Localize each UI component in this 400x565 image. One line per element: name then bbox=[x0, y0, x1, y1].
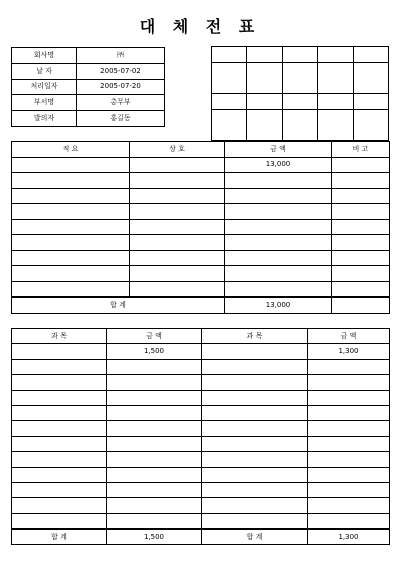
credit-amount-cell[interactable] bbox=[308, 421, 390, 436]
account-row bbox=[12, 513, 390, 529]
debit-amount-cell[interactable] bbox=[107, 390, 202, 405]
debit-account-cell[interactable] bbox=[12, 390, 107, 405]
journal-row bbox=[12, 204, 390, 220]
column-header-vendor: 상 호 bbox=[130, 142, 225, 158]
journal-total-amount: 13,000 bbox=[225, 297, 332, 313]
credit-account-cell[interactable] bbox=[202, 375, 308, 390]
amount-cell[interactable] bbox=[225, 235, 332, 251]
debit-amount-cell[interactable]: 1,500 bbox=[107, 344, 202, 359]
debit-amount-cell[interactable] bbox=[107, 498, 202, 513]
info-value[interactable]: ㈜ bbox=[77, 48, 165, 64]
remarks-cell[interactable] bbox=[332, 281, 390, 297]
info-label: 날 자 bbox=[12, 63, 77, 79]
debit-total-amount: 1,500 bbox=[107, 529, 202, 545]
credit-account-cell[interactable] bbox=[202, 421, 308, 436]
debit-account-cell[interactable] bbox=[12, 482, 107, 497]
info-value[interactable]: 홍길동 bbox=[77, 111, 165, 127]
vendor-cell[interactable] bbox=[130, 266, 225, 282]
credit-account-cell[interactable] bbox=[202, 498, 308, 513]
info-label: 처리일자 bbox=[12, 79, 77, 95]
journal-row bbox=[12, 266, 390, 282]
credit-account-cell[interactable] bbox=[202, 359, 308, 374]
vendor-cell[interactable] bbox=[130, 157, 225, 173]
vendor-cell[interactable] bbox=[130, 281, 225, 297]
approval-cell[interactable] bbox=[282, 94, 317, 110]
account-row bbox=[12, 390, 390, 405]
info-value[interactable]: 총무부 bbox=[77, 95, 165, 111]
remarks-cell[interactable] bbox=[332, 204, 390, 220]
summary-cell[interactable] bbox=[12, 219, 130, 235]
debit-account-cell[interactable] bbox=[12, 452, 107, 467]
debit-amount-cell[interactable] bbox=[107, 482, 202, 497]
info-label: 회사명 bbox=[12, 48, 77, 64]
debit-account-cell[interactable] bbox=[12, 375, 107, 390]
column-header-amount: 금 액 bbox=[225, 142, 332, 158]
approval-cell[interactable] bbox=[247, 47, 282, 63]
account-row bbox=[12, 375, 390, 390]
summary-cell[interactable] bbox=[12, 266, 130, 282]
debit-amount-cell[interactable] bbox=[107, 513, 202, 529]
remarks-cell[interactable] bbox=[332, 173, 390, 189]
credit-account-cell[interactable] bbox=[202, 436, 308, 451]
debit-amount-cell[interactable] bbox=[107, 359, 202, 374]
vendor-cell[interactable] bbox=[130, 219, 225, 235]
column-header-credit-account: 과 목 bbox=[202, 329, 308, 344]
journal-total-row bbox=[12, 297, 390, 313]
debit-account-cell[interactable] bbox=[12, 436, 107, 451]
journal-row bbox=[12, 157, 390, 173]
vendor-cell[interactable] bbox=[130, 250, 225, 266]
account-row bbox=[12, 467, 390, 482]
credit-account-cell[interactable] bbox=[202, 467, 308, 482]
approval-cell[interactable] bbox=[282, 110, 317, 141]
vendor-cell[interactable] bbox=[130, 235, 225, 251]
approval-cell[interactable] bbox=[353, 94, 388, 110]
credit-amount-cell[interactable] bbox=[308, 405, 390, 420]
column-header-summary: 적 요 bbox=[12, 142, 130, 158]
summary-cell[interactable] bbox=[12, 281, 130, 297]
journal-row bbox=[12, 235, 390, 251]
debit-amount-cell[interactable] bbox=[107, 421, 202, 436]
account-row bbox=[12, 359, 390, 374]
approval-cell[interactable] bbox=[282, 63, 317, 94]
debit-account-cell[interactable] bbox=[12, 498, 107, 513]
amount-cell[interactable] bbox=[225, 173, 332, 189]
account-row bbox=[12, 498, 390, 513]
amount-cell[interactable] bbox=[225, 266, 332, 282]
approval-cell[interactable] bbox=[353, 47, 388, 63]
column-header-credit-amount: 금 액 bbox=[308, 329, 390, 344]
credit-amount-cell[interactable] bbox=[308, 498, 390, 513]
credit-total-label: 합 계 bbox=[202, 529, 308, 545]
credit-account-cell[interactable] bbox=[202, 344, 308, 359]
info-value[interactable]: 2005-07-20 bbox=[77, 79, 165, 95]
credit-amount-cell[interactable] bbox=[308, 482, 390, 497]
journal-total-note bbox=[332, 297, 390, 313]
summary-cell[interactable] bbox=[12, 157, 130, 173]
credit-amount-cell[interactable] bbox=[308, 513, 390, 529]
info-value[interactable]: 2005-07-02 bbox=[77, 63, 165, 79]
credit-amount-cell[interactable] bbox=[308, 467, 390, 482]
approval-cell[interactable] bbox=[212, 47, 247, 63]
debit-account-cell[interactable] bbox=[12, 344, 107, 359]
amount-cell[interactable] bbox=[225, 188, 332, 204]
summary-cell[interactable] bbox=[12, 235, 130, 251]
approval-cell[interactable] bbox=[282, 47, 317, 63]
account-row bbox=[12, 344, 390, 359]
credit-amount-cell[interactable] bbox=[308, 436, 390, 451]
summary-cell[interactable] bbox=[12, 250, 130, 266]
approval-cell[interactable] bbox=[212, 63, 247, 94]
info-label: 부서명 bbox=[12, 95, 77, 111]
account-row bbox=[12, 436, 390, 451]
account-row bbox=[12, 482, 390, 497]
approval-cell[interactable] bbox=[247, 110, 282, 141]
amount-cell[interactable] bbox=[225, 281, 332, 297]
column-header-debit-amount: 금 액 bbox=[107, 329, 202, 344]
amount-cell[interactable] bbox=[225, 250, 332, 266]
account-row bbox=[12, 452, 390, 467]
credit-amount-cell[interactable] bbox=[308, 375, 390, 390]
journal-row bbox=[12, 250, 390, 266]
credit-amount-cell[interactable]: 1,300 bbox=[308, 344, 390, 359]
debit-amount-cell[interactable] bbox=[107, 405, 202, 420]
amount-cell[interactable]: 13,000 bbox=[225, 157, 332, 173]
remarks-cell[interactable] bbox=[332, 266, 390, 282]
debit-account-cell[interactable] bbox=[12, 405, 107, 420]
approval-cell[interactable] bbox=[247, 63, 282, 94]
remarks-cell[interactable] bbox=[332, 219, 390, 235]
column-header-debit-account: 과 목 bbox=[12, 329, 107, 344]
vendor-cell[interactable] bbox=[130, 204, 225, 220]
debit-amount-cell[interactable] bbox=[107, 375, 202, 390]
vendor-cell[interactable] bbox=[130, 188, 225, 204]
info-row bbox=[12, 48, 165, 64]
credit-account-cell[interactable] bbox=[202, 390, 308, 405]
amount-cell[interactable] bbox=[225, 219, 332, 235]
info-label: 발의자 bbox=[12, 111, 77, 127]
credit-account-cell[interactable] bbox=[202, 482, 308, 497]
credit-account-cell[interactable] bbox=[202, 405, 308, 420]
info-row bbox=[12, 111, 165, 127]
document-title: 대 체 전 표 bbox=[139, 17, 261, 36]
approval-cell[interactable] bbox=[318, 110, 353, 141]
info-row bbox=[12, 63, 165, 79]
journal-row bbox=[12, 188, 390, 204]
account-row bbox=[12, 421, 390, 436]
column-header-remarks: 비 고 bbox=[332, 142, 390, 158]
debit-account-cell[interactable] bbox=[12, 513, 107, 529]
summary-cell[interactable] bbox=[12, 204, 130, 220]
approval-cell[interactable] bbox=[318, 94, 353, 110]
remarks-cell[interactable] bbox=[332, 250, 390, 266]
remarks-cell[interactable] bbox=[332, 157, 390, 173]
debit-account-cell[interactable] bbox=[12, 467, 107, 482]
amount-cell[interactable] bbox=[225, 204, 332, 220]
journal-table bbox=[11, 141, 390, 314]
debit-total-label: 합 계 bbox=[12, 529, 107, 545]
summary-cell[interactable] bbox=[12, 173, 130, 189]
voucher-info-table bbox=[11, 47, 165, 127]
approval-cell[interactable] bbox=[353, 110, 388, 141]
credit-amount-cell[interactable] bbox=[308, 359, 390, 374]
debit-account-cell[interactable] bbox=[12, 359, 107, 374]
approval-cell[interactable] bbox=[318, 47, 353, 63]
journal-row bbox=[12, 173, 390, 189]
remarks-cell[interactable] bbox=[332, 188, 390, 204]
approval-cell[interactable] bbox=[212, 94, 247, 110]
approval-grid bbox=[211, 46, 389, 141]
summary-cell[interactable] bbox=[12, 188, 130, 204]
credit-amount-cell[interactable] bbox=[308, 452, 390, 467]
debit-amount-cell[interactable] bbox=[107, 436, 202, 451]
credit-total-amount: 1,300 bbox=[308, 529, 390, 545]
journal-row bbox=[12, 219, 390, 235]
credit-account-cell[interactable] bbox=[202, 452, 308, 467]
debit-account-cell[interactable] bbox=[12, 421, 107, 436]
approval-cell[interactable] bbox=[353, 63, 388, 94]
debit-amount-cell[interactable] bbox=[107, 452, 202, 467]
approval-cell[interactable] bbox=[212, 110, 247, 141]
info-row bbox=[12, 95, 165, 111]
journal-row bbox=[12, 281, 390, 297]
account-total-row bbox=[12, 529, 390, 545]
info-row bbox=[12, 79, 165, 95]
account-table bbox=[11, 328, 390, 545]
approval-cell[interactable] bbox=[318, 63, 353, 94]
credit-amount-cell[interactable] bbox=[308, 390, 390, 405]
debit-amount-cell[interactable] bbox=[107, 467, 202, 482]
journal-total-label: 합 계 bbox=[12, 297, 225, 313]
credit-account-cell[interactable] bbox=[202, 513, 308, 529]
remarks-cell[interactable] bbox=[332, 235, 390, 251]
account-row bbox=[12, 405, 390, 420]
vendor-cell[interactable] bbox=[130, 173, 225, 189]
approval-cell[interactable] bbox=[247, 94, 282, 110]
